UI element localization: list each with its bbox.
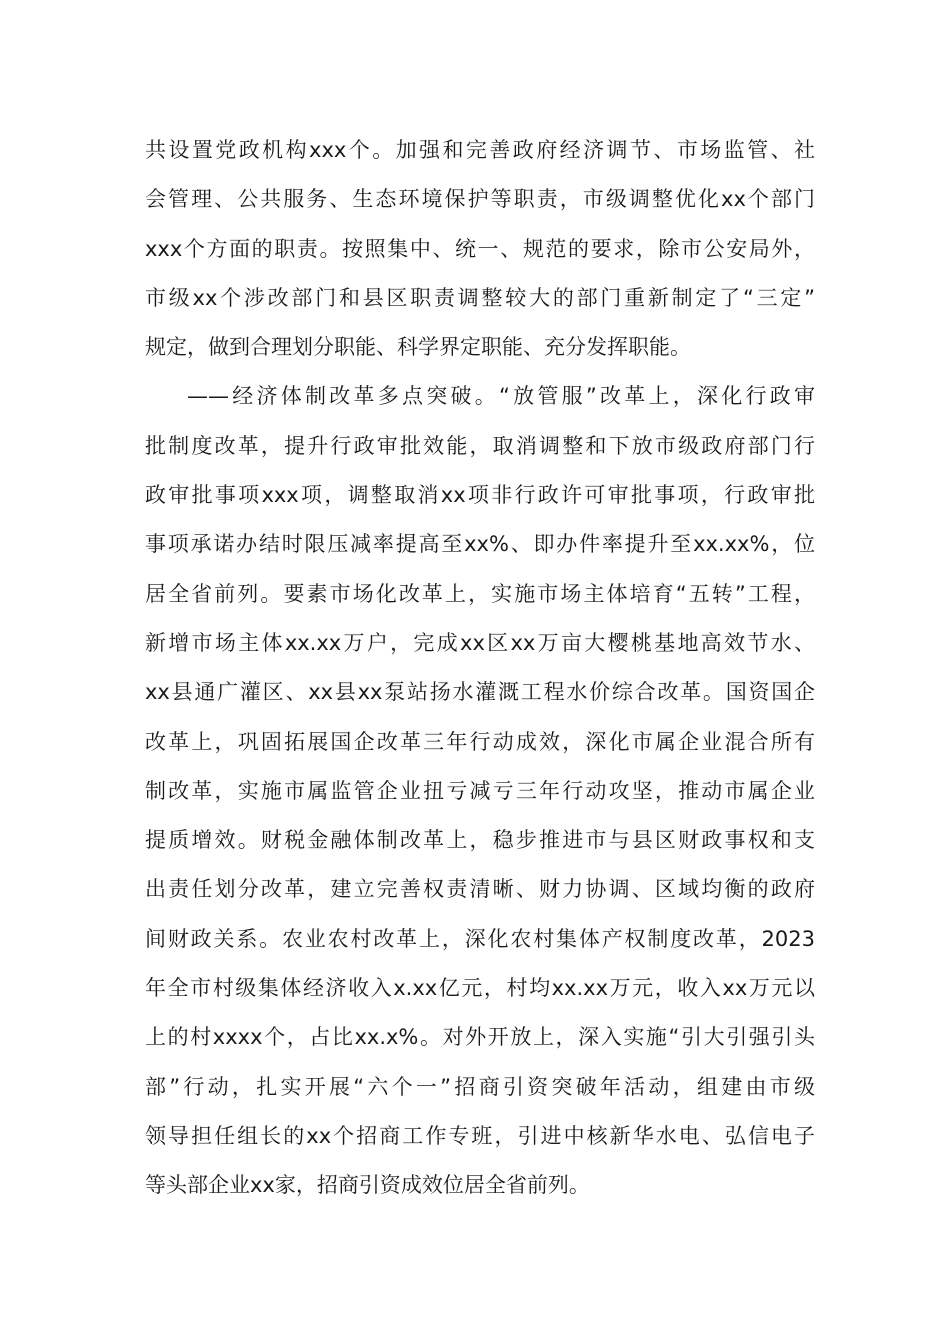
text-line: ——经济体制改革多点突破。“放管服”改革上，深化行政审: [187, 384, 815, 409]
text-line: 批制度改革，提升行政审批效能，取消调整和下放市级政府部门行: [145, 433, 815, 458]
text-line: 会管理、公共服务、生态环境保护等职责，市级调整优化xx个部门: [145, 187, 815, 212]
paragraph-1: [145, 126, 815, 372]
text-line: 市级xx个涉改部门和县区职责调整较大的部门重新制定了“三定”: [145, 285, 815, 310]
body-text: [145, 126, 815, 1211]
text-line: xx县通广灌区、xx县xx泵站扬水灌溉工程水价综合改革。国资国企: [145, 680, 815, 705]
text-line: 事项承诺办结时限压减率提高至xx%、即办件率提升至xx.xx%，位: [145, 532, 815, 557]
text-line: 间财政关系。农业农村改革上，深化农村集体产权制度改革，2023: [145, 926, 815, 951]
text-line: 共设置党政机构xxx个。加强和完善政府经济调节、市场监管、社: [145, 138, 815, 162]
text-line: 等头部企业xx家，招商引资成效位居全省前列。: [145, 1173, 590, 1198]
text-line: 制改革，实施市属监管企业扭亏减亏三年行动攻坚，推动市属企业: [145, 778, 815, 803]
text-line: 新增市场主体xx.xx万户，完成xx区xx万亩大樱桃基地高效节水、: [145, 630, 815, 655]
text-line: 提质增效。财税金融体制改革上，稳步推进市与县区财政事权和支: [145, 828, 815, 853]
text-line: 出责任划分改革，建立完善权责清晰、财力协调、区域均衡的政府: [145, 877, 815, 902]
paragraph-2: [145, 372, 815, 1210]
text-line: 改革上，巩固拓展国企改革三年行动成效，深化市属企业混合所有: [145, 729, 815, 754]
text-line: 年全市村级集体经济收入x.xx亿元，村均xx.xx万元，收入xx万元以: [145, 976, 815, 1001]
text-line: 部”行动，扎实开展“六个一”招商引资突破年活动，组建由市级: [145, 1074, 815, 1099]
text-line: 领导担任组长的xx个招商工作专班，引进中核新华水电、弘信电子: [145, 1123, 815, 1148]
text-line: 政审批事项xxx项，调整取消xx项非行政许可审批事项，行政审批: [145, 483, 815, 508]
text-line: 规定，做到合理划分职能、科学界定职能、充分发挥职能。: [145, 335, 691, 360]
text-line: 上的村xxxx个，占比xx.x%。对外开放上，深入实施“引大引强引头: [145, 1025, 815, 1050]
text-line: 居全省前列。要素市场化改革上，实施市场主体培育“五转”工程，: [145, 581, 815, 606]
text-line: xxx个方面的职责。按照集中、统一、规范的要求，除市公安局外，: [145, 236, 815, 261]
